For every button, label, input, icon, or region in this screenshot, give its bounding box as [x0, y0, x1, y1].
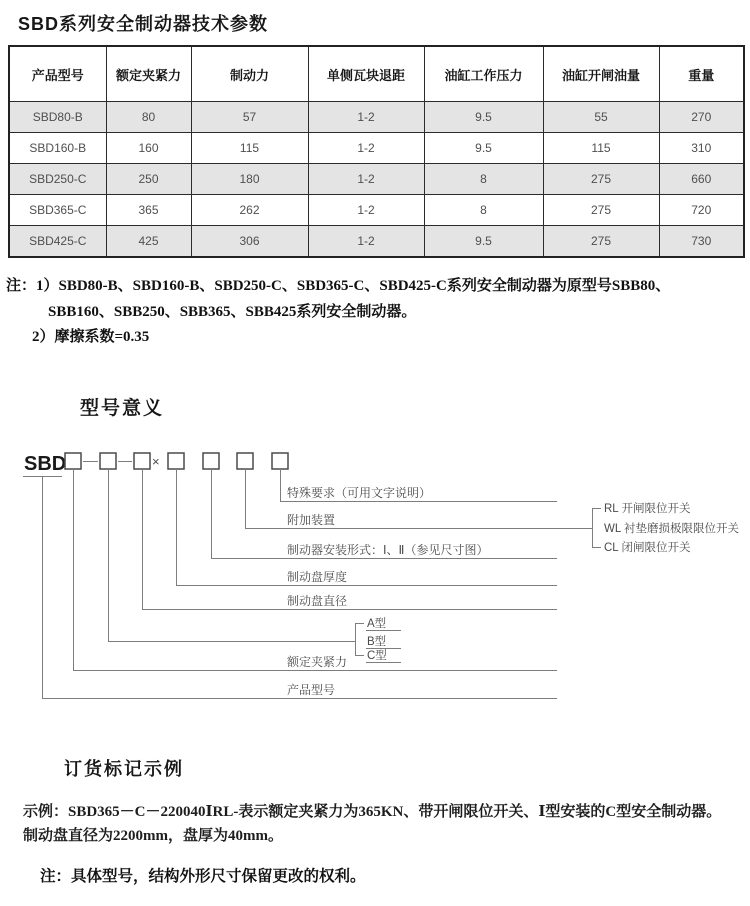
table-cell: 1-2	[308, 195, 424, 226]
model-code-box	[134, 453, 150, 469]
label-disc-diameter: 制动盘直径	[287, 594, 348, 608]
page-title: SBD系列安全制动器技术参数	[18, 14, 269, 34]
model-code-box	[272, 453, 288, 469]
table-cell: 80	[106, 102, 191, 133]
table-cell: 365	[106, 195, 191, 226]
table-header-row	[9, 46, 744, 102]
col-header-clamping-force: 额定夹紧力	[106, 46, 191, 102]
col-header-braking-force: 制动力	[191, 46, 308, 102]
table-cell: 720	[659, 195, 744, 226]
times-sign: ×	[152, 454, 160, 469]
table-cell: 1-2	[308, 164, 424, 195]
table-row	[9, 133, 744, 164]
table-row	[9, 164, 744, 195]
col-header-pad-retraction: 单侧瓦块退距	[308, 46, 424, 102]
note-line: 注：1）SBD80-B、SBD160-B、SBD250-C、SBD365-C、SBD425-C系列安全制动器为原型号SBB80、	[6, 278, 671, 294]
label-type-c: C型	[367, 650, 387, 662]
table-cell: 250	[106, 164, 191, 195]
table-cell: 730	[659, 226, 744, 258]
table-cell: 1-2	[308, 102, 424, 133]
table-cell: 1-2	[308, 133, 424, 164]
table-cell: 9.5	[424, 226, 543, 258]
table-cell: 9.5	[424, 133, 543, 164]
col-header-working-pressure: 油缸工作压力	[424, 46, 543, 102]
label-type-b: B型	[367, 636, 387, 648]
final-note: 注：具体型号，结构外形尺寸保留更改的权利。	[40, 868, 366, 885]
table-cell: 8	[424, 164, 543, 195]
table-cell: 275	[543, 164, 659, 195]
order-example-heading: 订货标记示例	[64, 759, 184, 779]
table-cell: 55	[543, 102, 659, 133]
table-cell: SBD425-C	[9, 226, 106, 258]
order-example-block	[23, 800, 743, 848]
table-cell: 262	[191, 195, 308, 226]
table-cell: 306	[191, 226, 308, 258]
order-example-line: 制动盘直径为2200mm，盘厚为40mm。	[23, 828, 283, 844]
label-type-a: A型	[367, 618, 387, 630]
label-clamping-force: 额定夹紧力	[287, 655, 348, 669]
table-cell: 425	[106, 226, 191, 258]
model-meaning-heading: 型号意义	[80, 398, 165, 419]
table-cell: 8	[424, 195, 543, 226]
table-row	[9, 226, 744, 258]
label-switch-wl: WL 衬垫磨损极限限位开关	[604, 523, 740, 535]
table-cell: 57	[191, 102, 308, 133]
table-cell: 180	[191, 164, 308, 195]
table-cell: 9.5	[424, 102, 543, 133]
order-example-line: 示例：SBD365－C－220040ⅠRL-表示额定夹紧力为365KN、带开闸限位开关、Ⅰ型安装的C型安全制动器。	[23, 804, 722, 820]
table-cell: 115	[543, 133, 659, 164]
col-header-oil-volume: 油缸开闸油量	[543, 46, 659, 102]
table-notes	[6, 274, 746, 351]
col-header-product-model: 产品型号	[9, 46, 106, 102]
label-mounting-type: 制动器安装形式：Ⅰ、Ⅱ（参见尺寸图）	[287, 543, 489, 557]
model-code-box	[237, 453, 253, 469]
col-header-weight: 重量	[659, 46, 744, 102]
model-code-box	[100, 453, 116, 469]
model-code-box	[168, 453, 184, 469]
table-row	[9, 102, 744, 133]
table-cell: SBD160-B	[9, 133, 106, 164]
label-attachment: 附加装置	[287, 513, 336, 527]
table-cell: 310	[659, 133, 744, 164]
note-line: 2）摩擦系数=0.35	[32, 329, 150, 345]
label-special-requirement: 特殊要求（可用文字说明）	[287, 486, 432, 500]
table-cell: SBD250-C	[9, 164, 106, 195]
table-cell: SBD80-B	[9, 102, 106, 133]
note-line: SBB160、SBB250、SBB365、SBB425系列安全制动器。	[48, 303, 417, 320]
table-cell: SBD365-C	[9, 195, 106, 226]
table-cell: 275	[543, 195, 659, 226]
model-code-diagram	[0, 440, 750, 715]
spec-table	[8, 45, 745, 258]
table-cell: 160	[106, 133, 191, 164]
model-code-box	[65, 453, 81, 469]
model-prefix-text: SBD	[24, 453, 67, 475]
label-switch-rl: RL 开闸限位开关	[604, 503, 691, 515]
table-cell: 270	[659, 102, 744, 133]
label-switch-cl: CL 闭闸限位开关	[604, 542, 691, 554]
label-product-model: 产品型号	[287, 683, 336, 697]
table-cell: 115	[191, 133, 308, 164]
table-cell: 1-2	[308, 226, 424, 258]
label-disc-thickness: 制动盘厚度	[287, 570, 348, 584]
table-cell: 660	[659, 164, 744, 195]
table-row	[9, 195, 744, 226]
table-cell: 275	[543, 226, 659, 258]
model-code-box	[203, 453, 219, 469]
